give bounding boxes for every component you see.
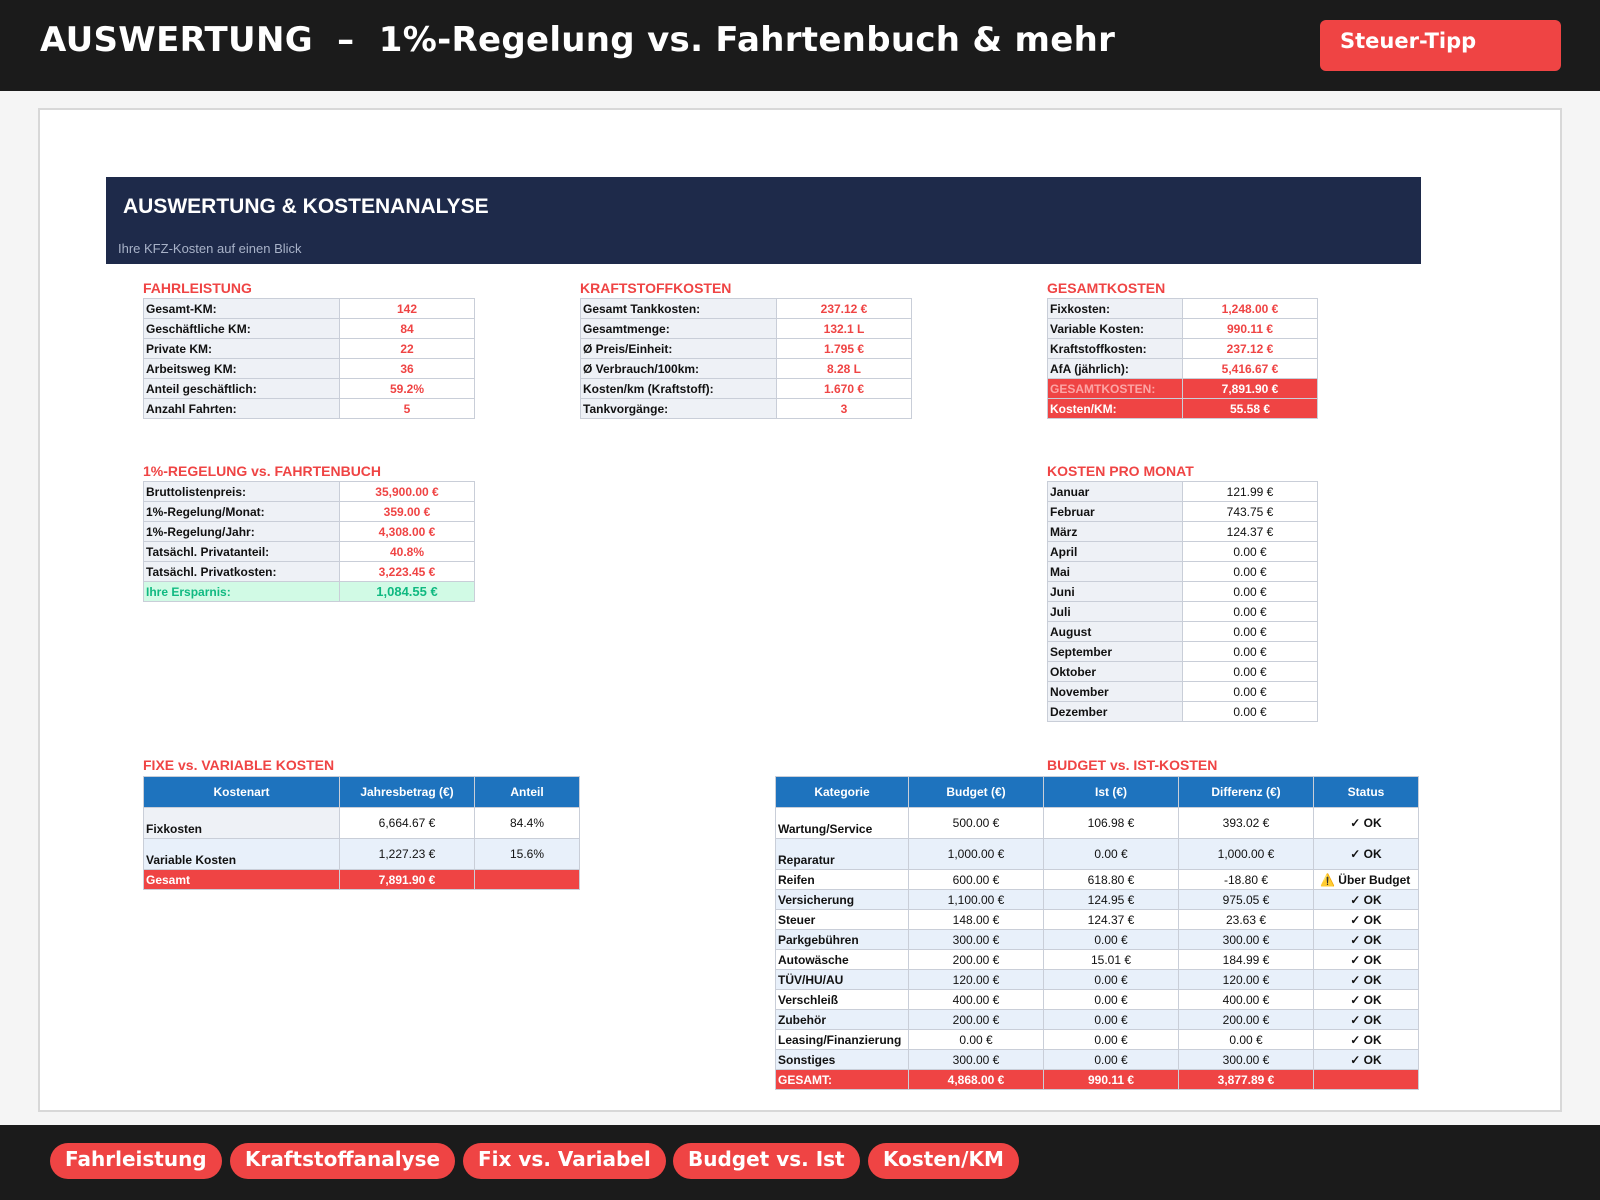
table-row <box>144 399 475 419</box>
cell-kategorie[interactable]: Autowäsche <box>776 950 909 970</box>
cell-value[interactable]: 1.795 € <box>777 339 912 359</box>
cell-value[interactable]: 0.00 € <box>1183 582 1318 602</box>
cell-kategorie[interactable]: Parkgebühren <box>776 930 909 950</box>
cell-kategorie[interactable]: TÜV/HU/AU <box>776 970 909 990</box>
cell-value[interactable]: 0.00 € <box>1183 542 1318 562</box>
column-header[interactable]: Kostenart <box>144 777 340 808</box>
table-row <box>144 502 475 522</box>
table-row <box>581 319 912 339</box>
cell-ist[interactable]: 0.00 € <box>1044 1050 1179 1070</box>
cell-betrag[interactable]: 6,664.67 € <box>340 808 475 839</box>
cell-value[interactable]: 743.75 € <box>1183 502 1318 522</box>
cell-value[interactable]: 124.37 € <box>1183 522 1318 542</box>
cell-budget[interactable]: 120.00 € <box>909 970 1044 990</box>
fahrleistung-table <box>143 298 475 419</box>
cell-label[interactable]: März <box>1048 522 1183 542</box>
cell-differenz[interactable]: 300.00 € <box>1179 1050 1314 1070</box>
cell-status[interactable]: ✓ OK <box>1314 910 1419 930</box>
cell-ist[interactable]: 618.80 € <box>1044 870 1179 890</box>
table-row <box>144 359 475 379</box>
cell-label[interactable]: Anteil geschäftlich: <box>144 379 340 399</box>
cell-label[interactable]: 1%-Regelung/Monat: <box>144 502 340 522</box>
banner-subtitle: Ihre KFZ-Kosten auf einen Blick <box>118 241 302 256</box>
table-header-row <box>776 777 1419 808</box>
table-row <box>776 1030 1419 1050</box>
cell-status[interactable]: ✓ OK <box>1314 839 1419 870</box>
cell-anteil[interactable] <box>475 870 580 890</box>
cell-label[interactable]: Fixkosten: <box>1048 299 1183 319</box>
fixvar-title: FIXE vs. VARIABLE KOSTEN <box>143 757 335 773</box>
cell-kostenart[interactable]: Gesamt <box>144 870 340 890</box>
tag-fahrleistung[interactable]: Fahrleistung <box>50 1143 222 1179</box>
cell-status[interactable]: ✓ OK <box>1314 890 1419 910</box>
cell-label[interactable]: Private KM: <box>144 339 340 359</box>
table-row <box>581 399 912 419</box>
cell-budget[interactable]: 200.00 € <box>909 950 1044 970</box>
cell-ist[interactable]: 0.00 € <box>1044 990 1179 1010</box>
table-row-total <box>1048 379 1318 399</box>
cell-value[interactable]: 55.58 € <box>1183 399 1318 419</box>
cell-value[interactable]: 0.00 € <box>1183 622 1318 642</box>
table-row <box>1048 482 1318 502</box>
column-header[interactable]: Status <box>1314 777 1419 808</box>
monat-title: KOSTEN PRO MONAT <box>1047 463 1194 479</box>
table-row <box>776 870 1419 890</box>
cell-budget[interactable]: 400.00 € <box>909 990 1044 1010</box>
table-row-total <box>776 1070 1419 1090</box>
cell-value[interactable]: 237.12 € <box>1183 339 1318 359</box>
monat-table <box>1047 481 1318 722</box>
cell-label[interactable]: April <box>1048 542 1183 562</box>
cell-anteil[interactable]: 84.4% <box>475 808 580 839</box>
table-row <box>1048 682 1318 702</box>
column-header[interactable]: Ist (€) <box>1044 777 1179 808</box>
cell-status[interactable]: ✓ OK <box>1314 970 1419 990</box>
cell-label[interactable]: Gesamt Tankkosten: <box>581 299 777 319</box>
cell-value[interactable]: 1.670 € <box>777 379 912 399</box>
cell-label[interactable]: Gesamtmenge: <box>581 319 777 339</box>
cell-budget[interactable]: 200.00 € <box>909 1010 1044 1030</box>
fixvar-table <box>143 776 580 890</box>
cell-differenz[interactable]: 975.05 € <box>1179 890 1314 910</box>
tag-fix-vs-variabel[interactable]: Fix vs. Variabel <box>463 1143 666 1179</box>
cell-value[interactable]: 22 <box>340 339 475 359</box>
gesamtkosten-title: GESAMTKOSTEN <box>1047 280 1166 296</box>
cell-label[interactable]: Ihre Ersparnis: <box>144 582 340 602</box>
column-header[interactable]: Differenz (€) <box>1179 777 1314 808</box>
column-header[interactable]: Kategorie <box>776 777 909 808</box>
cell-label[interactable]: Arbeitsweg KM: <box>144 359 340 379</box>
column-header[interactable]: Jahresbetrag (€) <box>340 777 475 808</box>
cell-kategorie[interactable]: Verschleiß <box>776 990 909 1010</box>
table-row-cost-per-km <box>1048 399 1318 419</box>
cell-value[interactable]: 0.00 € <box>1183 702 1318 722</box>
cell-value[interactable]: 3,223.45 € <box>340 562 475 582</box>
cell-label[interactable]: Oktober <box>1048 662 1183 682</box>
cell-value[interactable]: 142 <box>340 299 475 319</box>
cell-label[interactable]: Dezember <box>1048 702 1183 722</box>
cell-kategorie[interactable]: Reparatur <box>776 839 909 870</box>
table-row <box>581 299 912 319</box>
cell-label[interactable]: September <box>1048 642 1183 662</box>
table-row <box>1048 339 1318 359</box>
cell-differenz[interactable]: 300.00 € <box>1179 930 1314 950</box>
cell-label[interactable]: 1%-Regelung/Jahr: <box>144 522 340 542</box>
cell-ist[interactable]: 0.00 € <box>1044 839 1179 870</box>
cell-kostenart[interactable]: Variable Kosten <box>144 839 340 870</box>
table-header-row <box>144 777 580 808</box>
cell-status[interactable]: ✓ OK <box>1314 930 1419 950</box>
budget-table <box>775 776 1419 1090</box>
table-row <box>776 839 1419 870</box>
cell-value[interactable]: 5 <box>340 399 475 419</box>
cell-value[interactable]: 359.00 € <box>340 502 475 522</box>
table-row <box>581 359 912 379</box>
cell-label[interactable]: Ø Verbrauch/100km: <box>581 359 777 379</box>
budget-title: BUDGET vs. IST-KOSTEN <box>1047 757 1218 773</box>
cell-value[interactable]: 1,248.00 € <box>1183 299 1318 319</box>
cell-label[interactable]: Variable Kosten: <box>1048 319 1183 339</box>
cell-differenz[interactable]: 23.63 € <box>1179 910 1314 930</box>
cell-label[interactable]: Tatsächl. Privatkosten: <box>144 562 340 582</box>
table-row <box>776 1050 1419 1070</box>
top-bar <box>0 0 1600 91</box>
table-row-savings <box>144 582 475 602</box>
kraftstoff-table <box>580 298 912 419</box>
cell-differenz[interactable]: 0.00 € <box>1179 1030 1314 1050</box>
cell-kategorie[interactable]: Steuer <box>776 910 909 930</box>
cell-label[interactable]: GESAMTKOSTEN: <box>1048 379 1183 399</box>
table-row <box>144 562 475 582</box>
cell-budget[interactable]: 300.00 € <box>909 930 1044 950</box>
cell-value[interactable]: 5,416.67 € <box>1183 359 1318 379</box>
cell-ist[interactable]: 990.11 € <box>1044 1070 1179 1090</box>
cell-budget[interactable]: 1,100.00 € <box>909 890 1044 910</box>
cell-value[interactable]: 0.00 € <box>1183 662 1318 682</box>
cell-status-warning[interactable]: ⚠️ Über Budget <box>1314 870 1419 890</box>
cell-label[interactable]: Geschäftliche KM: <box>144 319 340 339</box>
cell-ist[interactable]: 0.00 € <box>1044 1010 1179 1030</box>
cell-value[interactable]: 0.00 € <box>1183 562 1318 582</box>
cell-value[interactable]: 132.1 L <box>777 319 912 339</box>
cell-value[interactable]: 990.11 € <box>1183 319 1318 339</box>
cell-label[interactable]: Januar <box>1048 482 1183 502</box>
fahrleistung-title: FAHRLEISTUNG <box>143 280 252 296</box>
cell-status[interactable]: ✓ OK <box>1314 1010 1419 1030</box>
regelung-title: 1%-REGELUNG vs. FAHRTENBUCH <box>143 463 382 479</box>
cell-value[interactable]: 1,084.55 € <box>340 582 475 602</box>
cell-differenz[interactable]: 184.99 € <box>1179 950 1314 970</box>
tag-kraftstoffanalyse[interactable]: Kraftstoffanalyse <box>230 1143 455 1179</box>
column-header[interactable]: Anteil <box>475 777 580 808</box>
cell-differenz[interactable]: 400.00 € <box>1179 990 1314 1010</box>
cell-ist[interactable]: 124.95 € <box>1044 890 1179 910</box>
table-row <box>1048 662 1318 682</box>
cell-label[interactable]: Kosten/km (Kraftstoff): <box>581 379 777 399</box>
table-row <box>1048 562 1318 582</box>
cell-value[interactable]: 4,308.00 € <box>340 522 475 542</box>
gesamtkosten-table <box>1047 298 1318 419</box>
cell-anteil[interactable]: 15.6% <box>475 839 580 870</box>
report-banner <box>106 177 1421 264</box>
table-row <box>1048 602 1318 622</box>
cell-ist[interactable]: 124.37 € <box>1044 910 1179 930</box>
tag-budget-vs-ist[interactable]: Budget vs. Ist <box>673 1143 860 1179</box>
cell-ist[interactable]: 0.00 € <box>1044 970 1179 990</box>
cell-budget[interactable]: 600.00 € <box>909 870 1044 890</box>
table-row <box>776 808 1419 839</box>
cell-status[interactable] <box>1314 1070 1419 1090</box>
cell-differenz[interactable]: 200.00 € <box>1179 1010 1314 1030</box>
cell-value[interactable]: 0.00 € <box>1183 602 1318 622</box>
cell-value[interactable]: 7,891.90 € <box>1183 379 1318 399</box>
table-row <box>144 482 475 502</box>
cell-status[interactable]: ✓ OK <box>1314 950 1419 970</box>
cell-value[interactable]: 8.28 L <box>777 359 912 379</box>
table-row <box>776 910 1419 930</box>
table-row <box>776 990 1419 1010</box>
page-title: AUSWERTUNG – 1%-Regelung vs. Fahrtenbuch & mehr <box>40 20 1116 60</box>
banner-title: AUSWERTUNG & KOSTENANALYSE <box>123 195 489 218</box>
cell-ist[interactable]: 106.98 € <box>1044 808 1179 839</box>
cell-differenz[interactable]: 3,877.89 € <box>1179 1070 1314 1090</box>
cell-label[interactable]: Ø Preis/Einheit: <box>581 339 777 359</box>
table-row <box>581 339 912 359</box>
cell-value[interactable]: 84 <box>340 319 475 339</box>
cell-budget[interactable]: 148.00 € <box>909 910 1044 930</box>
cell-kategorie[interactable]: Wartung/Service <box>776 808 909 839</box>
cell-label[interactable]: Februar <box>1048 502 1183 522</box>
table-row <box>144 299 475 319</box>
table-row <box>1048 642 1318 662</box>
cell-value[interactable]: 59.2% <box>340 379 475 399</box>
table-row <box>1048 542 1318 562</box>
table-row <box>1048 582 1318 602</box>
column-header[interactable]: Budget (€) <box>909 777 1044 808</box>
cell-value[interactable]: 3 <box>777 399 912 419</box>
table-row <box>776 970 1419 990</box>
cell-betrag[interactable]: 1,227.23 € <box>340 839 475 870</box>
cell-label[interactable]: AfA (jährlich): <box>1048 359 1183 379</box>
cell-value[interactable]: 0.00 € <box>1183 682 1318 702</box>
table-row <box>581 379 912 399</box>
table-row <box>776 1010 1419 1030</box>
table-row <box>776 890 1419 910</box>
table-row <box>144 339 475 359</box>
cell-label[interactable]: Juni <box>1048 582 1183 602</box>
cell-differenz[interactable]: 120.00 € <box>1179 970 1314 990</box>
spreadsheet-view <box>38 108 1562 1112</box>
table-row <box>1048 702 1318 722</box>
tag-kosten-km[interactable]: Kosten/KM <box>868 1143 1019 1179</box>
cell-label[interactable]: Kraftstoffkosten: <box>1048 339 1183 359</box>
cell-label[interactable]: Juli <box>1048 602 1183 622</box>
table-row <box>144 808 580 839</box>
cell-kategorie[interactable]: GESAMT: <box>776 1070 909 1090</box>
cell-value[interactable]: 0.00 € <box>1183 642 1318 662</box>
cell-budget[interactable]: 1,000.00 € <box>909 839 1044 870</box>
cell-label[interactable]: Gesamt-KM: <box>144 299 340 319</box>
table-row <box>144 522 475 542</box>
table-row <box>1048 319 1318 339</box>
cell-budget[interactable]: 0.00 € <box>909 1030 1044 1050</box>
table-row <box>1048 299 1318 319</box>
cell-status[interactable]: ✓ OK <box>1314 808 1419 839</box>
cell-status[interactable]: ✓ OK <box>1314 990 1419 1010</box>
cell-differenz[interactable]: 1,000.00 € <box>1179 839 1314 870</box>
cell-budget[interactable]: 500.00 € <box>909 808 1044 839</box>
steuer-tipp-button[interactable]: Steuer-Tipp <box>1320 20 1561 71</box>
cell-differenz[interactable]: -18.80 € <box>1179 870 1314 890</box>
cell-kostenart[interactable]: Fixkosten <box>144 808 340 839</box>
cell-ist[interactable]: 0.00 € <box>1044 1030 1179 1050</box>
cell-budget[interactable]: 300.00 € <box>909 1050 1044 1070</box>
cell-ist[interactable]: 0.00 € <box>1044 930 1179 950</box>
cell-ist[interactable]: 15.01 € <box>1044 950 1179 970</box>
cell-status[interactable]: ✓ OK <box>1314 1030 1419 1050</box>
bottom-bar <box>0 1125 1600 1200</box>
cell-betrag[interactable]: 7,891.90 € <box>340 870 475 890</box>
cell-value[interactable]: 121.99 € <box>1183 482 1318 502</box>
cell-label[interactable]: Kosten/KM: <box>1048 399 1183 419</box>
cell-kategorie[interactable]: Versicherung <box>776 890 909 910</box>
cell-value[interactable]: 35,900.00 € <box>340 482 475 502</box>
cell-label[interactable]: November <box>1048 682 1183 702</box>
kraftstoff-title: KRAFTSTOFFKOSTEN <box>580 280 732 296</box>
cell-kategorie[interactable]: Leasing/Finanzierung <box>776 1030 909 1050</box>
cell-value[interactable]: 237.12 € <box>777 299 912 319</box>
table-row <box>776 950 1419 970</box>
table-row <box>776 930 1419 950</box>
cell-label[interactable]: Tankvorgänge: <box>581 399 777 419</box>
table-row-total <box>144 870 580 890</box>
cell-status[interactable]: ✓ OK <box>1314 1050 1419 1070</box>
regelung-table <box>143 481 475 602</box>
cell-label[interactable]: Mai <box>1048 562 1183 582</box>
table-row <box>144 379 475 399</box>
cell-value[interactable]: 40.8% <box>340 542 475 562</box>
cell-label[interactable]: August <box>1048 622 1183 642</box>
cell-kategorie[interactable]: Zubehör <box>776 1010 909 1030</box>
cell-kategorie[interactable]: Reifen <box>776 870 909 890</box>
cell-budget[interactable]: 4,868.00 € <box>909 1070 1044 1090</box>
table-row <box>1048 522 1318 542</box>
cell-label[interactable]: Bruttolistenpreis: <box>144 482 340 502</box>
table-row <box>144 319 475 339</box>
cell-label[interactable]: Tatsächl. Privatanteil: <box>144 542 340 562</box>
table-row <box>1048 502 1318 522</box>
table-row <box>144 542 475 562</box>
table-row <box>144 839 580 870</box>
cell-label[interactable]: Anzahl Fahrten: <box>144 399 340 419</box>
table-row <box>1048 622 1318 642</box>
cell-kategorie[interactable]: Sonstiges <box>776 1050 909 1070</box>
cell-value[interactable]: 36 <box>340 359 475 379</box>
cell-differenz[interactable]: 393.02 € <box>1179 808 1314 839</box>
table-row <box>1048 359 1318 379</box>
